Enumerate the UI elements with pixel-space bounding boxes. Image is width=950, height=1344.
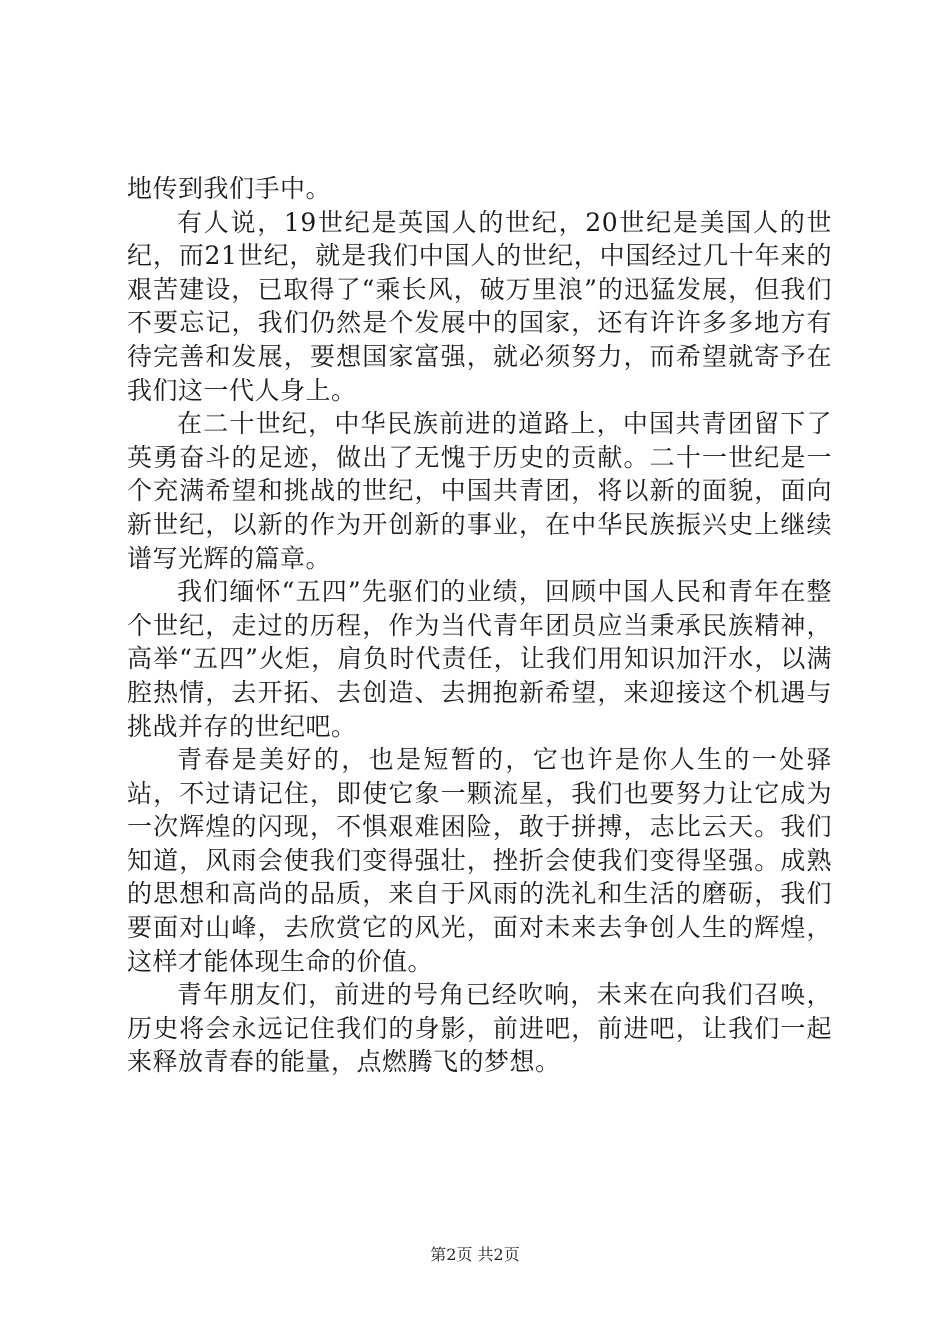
paragraph-youth: 青春是美好的，也是短暂的，它也许是你人生的一处驿站，不过请记住，即使它象一颗流星，我们也要努力让它成为一次辉煌的闪现，不惧艰难困险，敢于拼搏，志比云天。我们知道，风雨会使我们变得强壮，挫折会使我们变得坚强。成熟的思想和高尚的品质，来自于风雨的洗礼和生活的磨砺，我们要面对山峰，去欣赏它的风光，面对未来去争创人生的辉煌，这样才能体现生命的价值。 [127,745,832,976]
document-body [127,172,832,1079]
paragraph-continuation: 地传到我们手中。 [127,174,332,203]
paragraph-closing: 青年朋友们，前进的号角已经吹响，未来在向我们召唤，历史将会永远记住我们的身影，前进吧，前进吧，让我们一起来释放青春的能量，点燃腾飞的梦想。 [127,980,832,1077]
paragraph-may-fourth: 我们缅怀“五四”先驱们的业绩，回顾中国人民和青年在整个世纪，走过的历程，作为当代青年团员应当秉承民族精神，高举“五四”火炬，肩负时代责任，让我们用知识加汗水，以满腔热情，去开拓、去创造、去拥抱新希望，来迎接这个机遇与挑战并存的世纪吧。 [127,577,832,741]
page-number-footer: 第2页 共2页 [430,1245,520,1264]
paragraph-century: 有人说，19世纪是英国人的世纪，20世纪是美国人的世纪，而21世纪，就是我们中国人的世纪，中国经过几十年来的艰苦建设，已取得了“乘长风，破万里浪”的迅猛发展，但我们不要忘记，我们仍然是个发展中的国家，还有许许多多地方有待完善和发展，要想国家富强，就必须努力，而希望就寄予在我们这一代人身上。 [127,207,832,405]
paragraph-youth-league: 在二十世纪，中华民族前进的道路上，中国共青团留下了英勇奋斗的足迹，做出了无愧于历史的贡献。二十一世纪是一个充满希望和挑战的世纪，中国共青团，将以新的面貌，面向新世纪，以新的作为开创新的事业，在中华民族振兴史上继续谱写光辉的篇章。 [127,409,832,573]
